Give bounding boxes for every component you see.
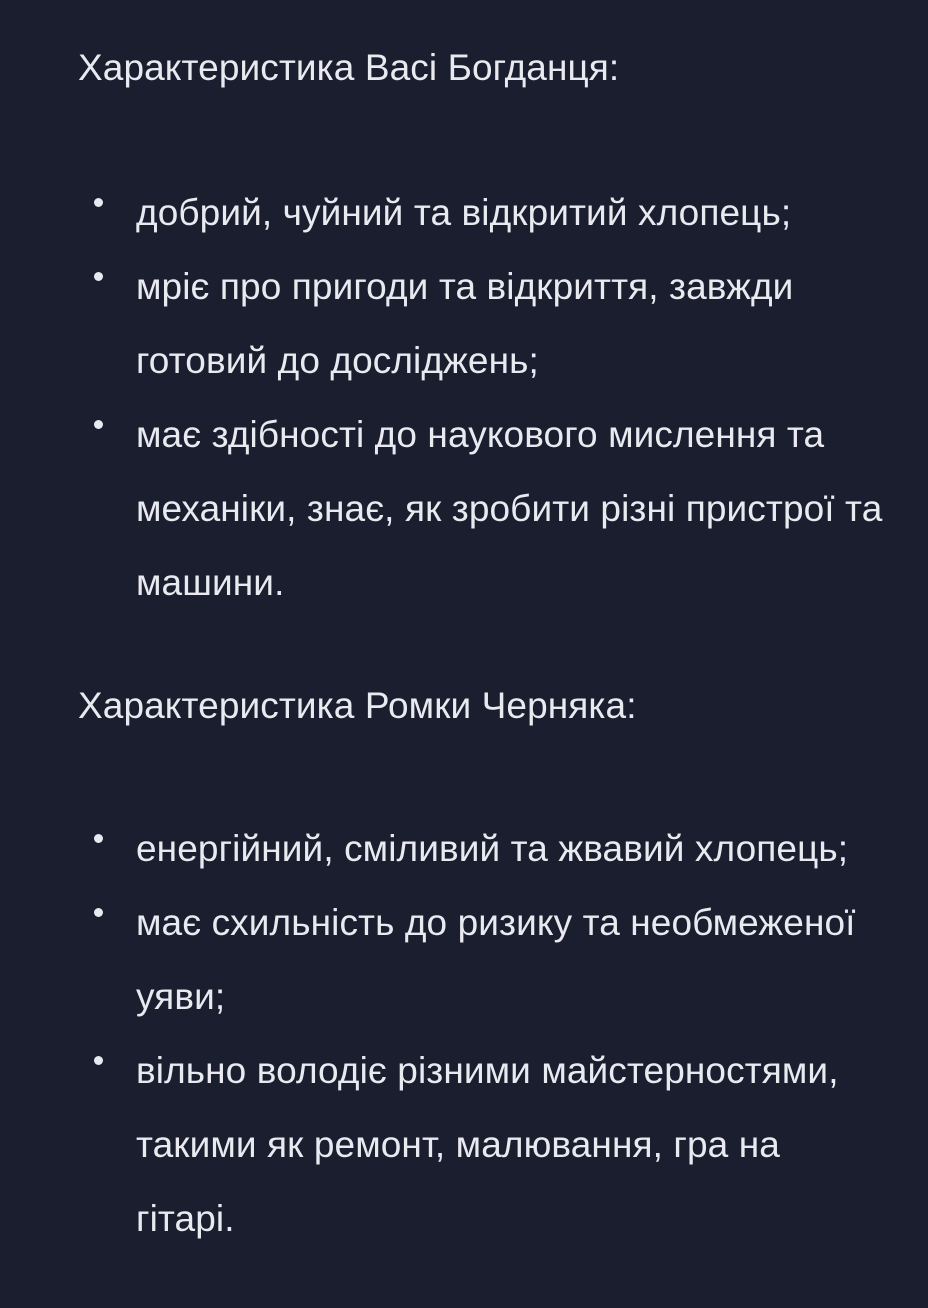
list-item-text: енергійний, сміливий та жвавий хлопець; [136,828,849,869]
list-item [78,886,888,1034]
list-item [78,1034,888,1256]
list-item-text: має здібності до наукового мислення та механіки, знає, як зробити різні пристрої та машини. [136,414,883,603]
bullet-icon [94,198,103,207]
list-item [78,812,888,886]
list-item [78,398,888,620]
bullet-icon [94,420,103,429]
list-item-text: добрий, чуйний та відкритий хлопець; [136,192,792,233]
romka-traits-list [78,812,898,1256]
list-item [78,176,888,250]
section-heading-vasya: Характеристика Васі Богданця: [78,47,620,88]
bullet-icon [94,272,103,281]
list-item [78,250,888,398]
bullet-icon [94,908,103,917]
vasya-traits-list [78,176,898,620]
section-heading-romka: Характеристика Ромки Черняка: [78,685,637,726]
list-item-text: вільно володіє різними майстерностями, такими як ремонт, малювання, гра на гітарі. [136,1050,839,1239]
bullet-icon [94,834,103,843]
list-item-text: мріє про пригоди та відкриття, завжди готовий до досліджень; [136,266,794,381]
bullet-icon [94,1056,103,1065]
list-item-text: має схильність до ризику та необмеженої уяви; [136,902,856,1017]
